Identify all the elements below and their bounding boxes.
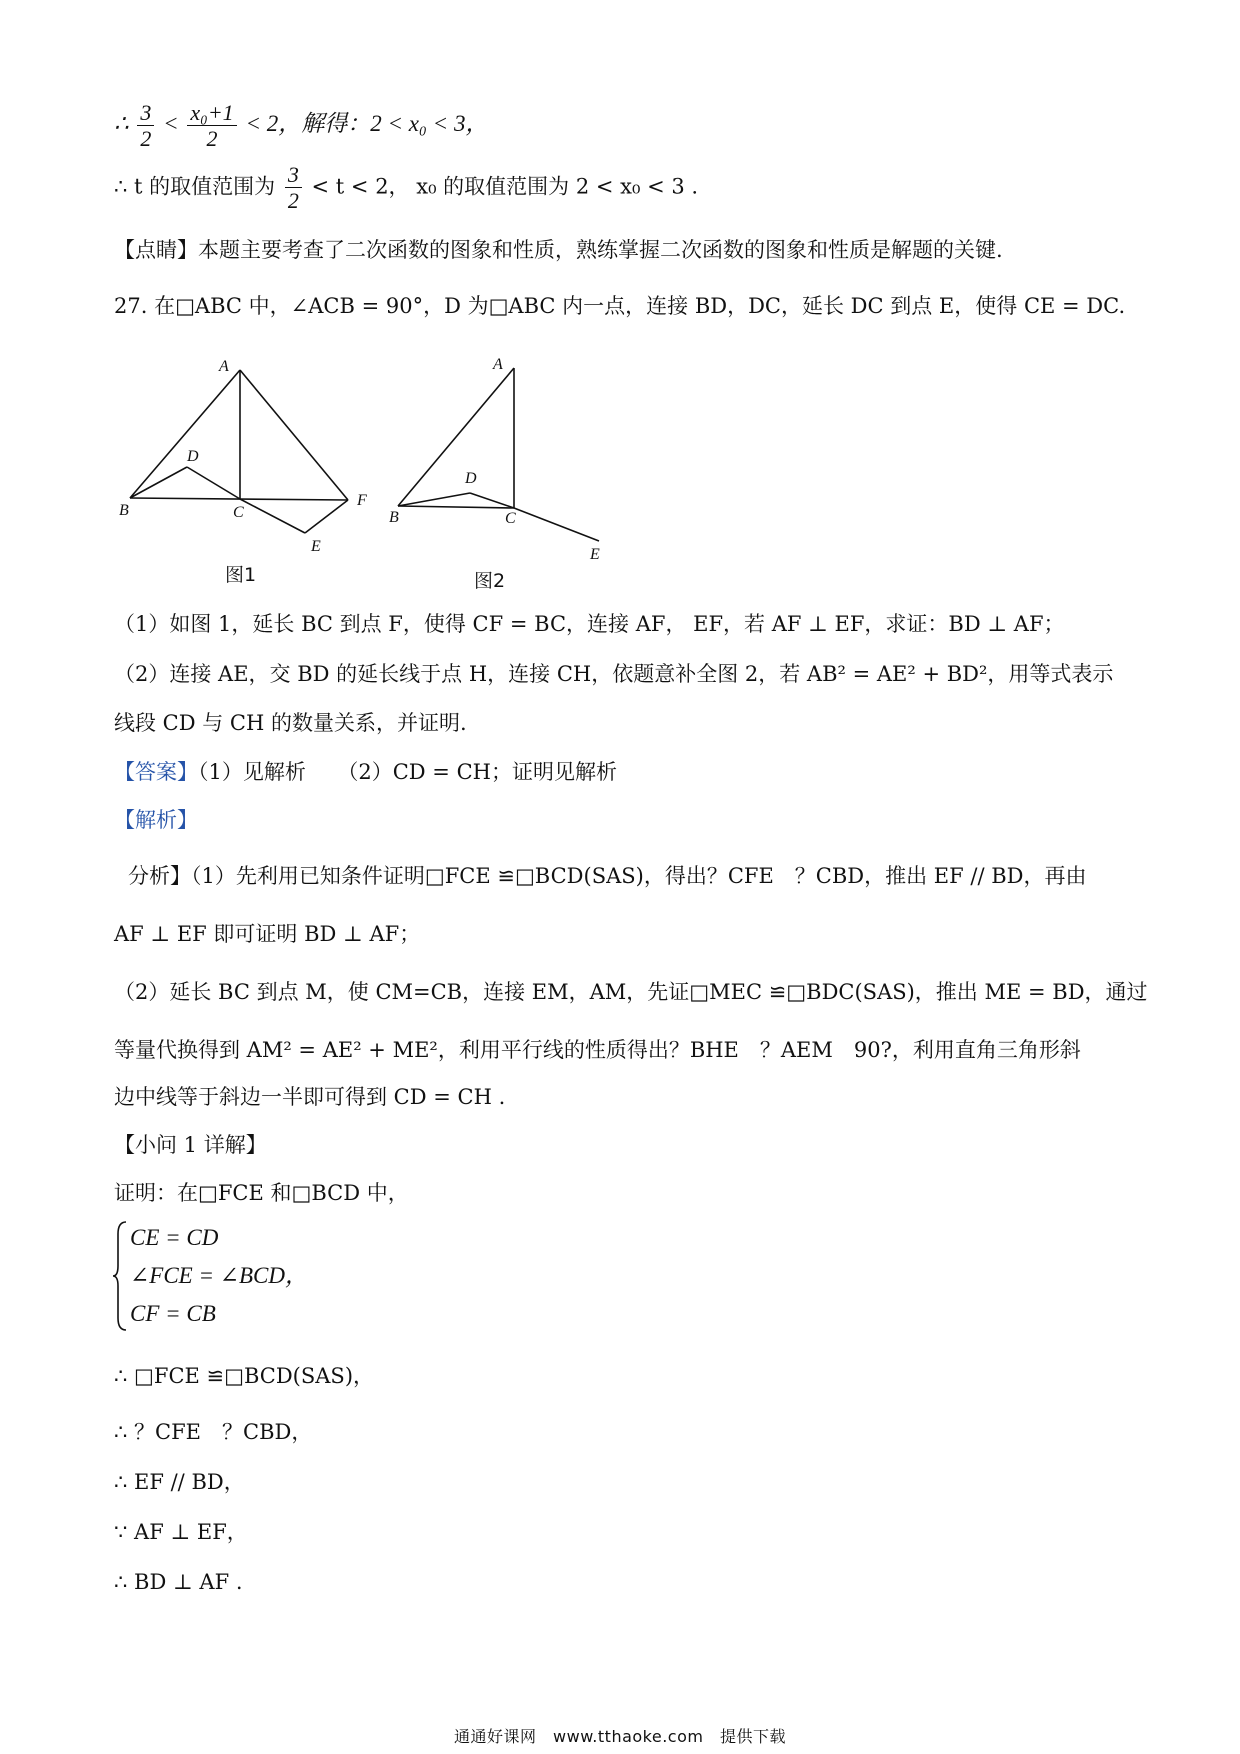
line-range-x0 — [114, 100, 488, 152]
dianjing-note: 【点睛】本题主要考查了二次函数的图象和性质，熟练掌握二次函数的图象和性质是解题的关键. — [114, 238, 1003, 262]
segment-ab — [398, 368, 514, 506]
analysis-2a: （2）延长 BC 到点 M，使 CM=CB，连接 EM，AM，先证□MEC ≌□BDC(SAS)，推出 ME = BD，通过 — [114, 980, 1148, 1004]
fig2-label-b: B — [389, 509, 399, 526]
segment-ef — [305, 500, 348, 533]
fraction-three-halves-2: $\frac{3}{2}$ — [285, 162, 302, 214]
fig2-label-d: D — [465, 470, 477, 487]
jiexi-label: 【解析】 — [114, 808, 198, 832]
fraction-three-halves: $\frac{3}{2}$ — [137, 100, 154, 152]
segment-ce — [240, 499, 305, 533]
answer-line — [114, 760, 617, 785]
line-range-t — [114, 162, 698, 214]
subquestion-2-part-b: 线段 CD 与 CH 的数量关系，并证明. — [114, 711, 467, 735]
figure-2 — [385, 355, 615, 565]
analysis-2b: 等量代换得到 AM² = AE² + ME²，利用平行线的性质得出？BHE ？AEM 90?，利用直角三角形斜 — [114, 1038, 1081, 1062]
segment-dc — [187, 467, 240, 499]
proof-intro: 证明：在□FCE 和□BCD 中， — [114, 1181, 409, 1205]
subquestion-1: （1）如图 1，延长 BC 到点 F，使得 CF = BC，连接 AF， EF，若 AF ⊥ EF，求证：BD ⊥ AF； — [114, 612, 1065, 636]
segment-ce — [514, 508, 599, 541]
less-than: < — [163, 111, 179, 137]
proof-step-1: ∴ □FCE ≌□BCD(SAS)， — [114, 1364, 375, 1388]
proof-step-3: ∴ EF // BD， — [114, 1470, 245, 1494]
system-line-1: CE = CD — [130, 1225, 219, 1250]
answer-text: （1）见解析 （2）CD = CH；证明见解析 — [198, 760, 617, 784]
fig1-label-e: E — [311, 538, 321, 555]
analysis-1b: AF ⊥ EF 即可证明 BD ⊥ AF； — [114, 922, 421, 946]
figure-1-caption: 图1 — [225, 564, 257, 586]
analysis-2c: 边中线等于斜边一半即可得到 CD = CH . — [114, 1085, 506, 1109]
figure-2-caption: 图2 — [474, 570, 506, 592]
fig1-label-f: F — [357, 492, 367, 509]
system-brace — [112, 1220, 130, 1332]
fig2-label-c: C — [505, 510, 516, 527]
line2-head: ∴ t 的取值范围为 — [114, 174, 276, 199]
segment-ab — [130, 370, 240, 498]
proof-step-4: ∵ AF ⊥ EF， — [114, 1520, 248, 1544]
proof-step-2: ∴ ？CFE ？CBD， — [114, 1420, 313, 1444]
segment-bd — [398, 493, 470, 506]
footer-watermark: 通通好课网 www.tthaoke.com 提供下载 — [454, 1727, 786, 1746]
segment-af — [240, 370, 348, 500]
fig1-label-d: D — [187, 448, 199, 465]
segment-bc — [398, 506, 514, 508]
fig1-label-a: A — [219, 358, 229, 375]
figure-1 — [115, 355, 385, 565]
xiaowen-1-heading: 【小问 1 详解】 — [114, 1133, 267, 1157]
answer-label: 【答案】 — [114, 760, 198, 784]
subquestion-2-part-a: （2）连接 AE，交 BD 的延长线于点 H，连接 CH，依题意补全图 2，若 AB² = AE² + BD²，用等式表示 — [114, 662, 1114, 686]
therefore-symbol: ∴ — [114, 111, 129, 137]
proof-step-5: ∴ BD ⊥ AF . — [114, 1570, 243, 1594]
segment-dc — [470, 493, 514, 508]
analysis-1a: 分析】（1）先利用已知条件证明□FCE ≌□BCD(SAS)，得出？CFE ？CBD，推出 EF // BD，再由 — [128, 864, 1087, 888]
line1-tail: < 2，解得：2 < x₀ < 3， — [245, 111, 489, 137]
fig2-label-e: E — [590, 546, 600, 563]
segment-bd — [130, 467, 187, 498]
system-line-2: ∠FCE = ∠BCD， — [130, 1263, 309, 1288]
fig1-label-c: C — [233, 504, 244, 521]
system-line-3: CF = CB — [130, 1301, 216, 1326]
fig1-label-b: B — [119, 502, 129, 519]
line2-tail: < t < 2， x₀ 的取值范围为 2 < x₀ < 3 . — [311, 174, 699, 199]
fraction-x0-plus-1: $\frac{\text{x₀+1}}{2}$ — [187, 100, 236, 152]
fig2-label-a: A — [493, 356, 503, 373]
question-27: 27. 在□ABC 中，∠ACB = 90°，D 为□ABC 内一点，连接 BD，DC，延长 DC 到点 E，使得 CE = DC. — [114, 294, 1126, 318]
